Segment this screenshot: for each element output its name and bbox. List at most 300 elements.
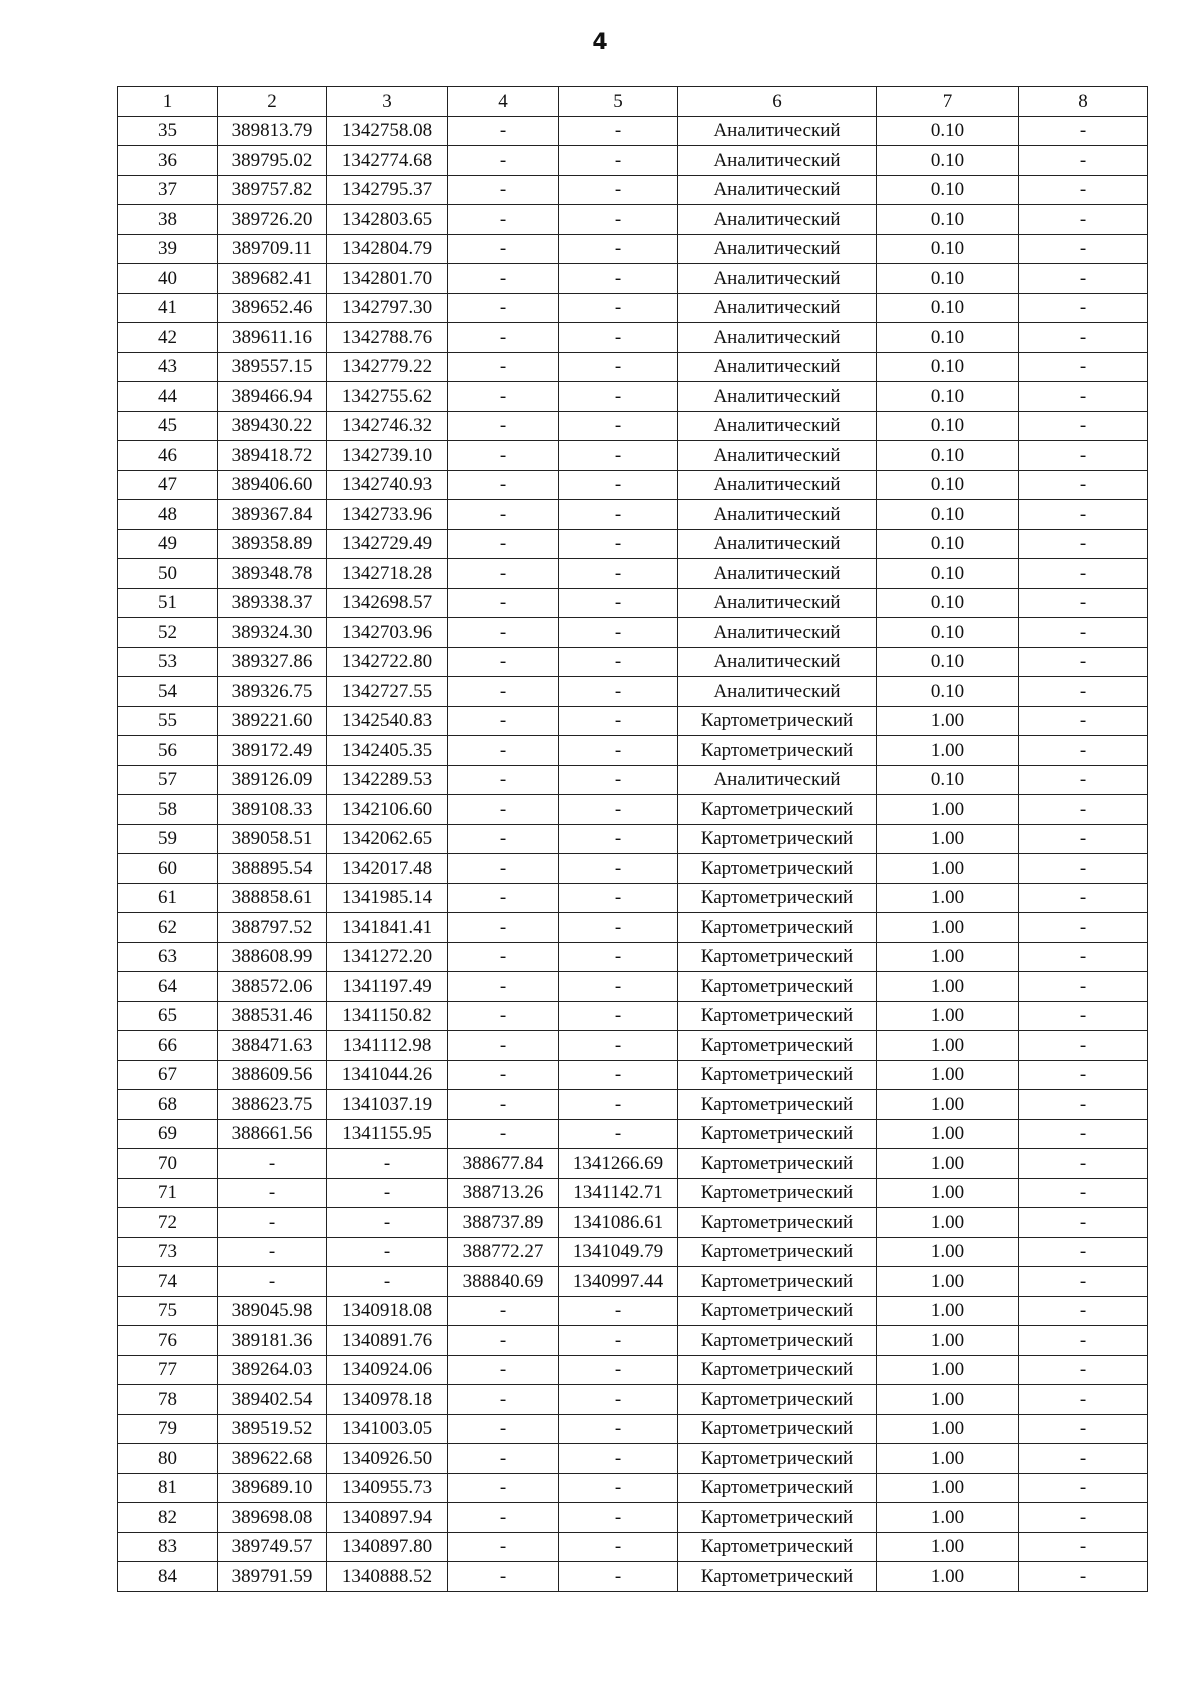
table-cell: Картометрический xyxy=(678,1562,877,1592)
table-cell: - xyxy=(1019,323,1148,353)
table-cell: 55 xyxy=(118,706,218,736)
table-cell: - xyxy=(1019,146,1148,176)
table-cell: 57 xyxy=(118,765,218,795)
table-cell: - xyxy=(448,1444,559,1474)
table-cell: 1341155.95 xyxy=(327,1119,448,1149)
table-cell: - xyxy=(448,352,559,382)
table-cell: 72 xyxy=(118,1208,218,1238)
table-cell: 1342017.48 xyxy=(327,854,448,884)
table-cell: 0.10 xyxy=(877,293,1019,323)
table-cell: Аналитический xyxy=(678,677,877,707)
table-cell: - xyxy=(448,323,559,353)
table-cell: 47 xyxy=(118,470,218,500)
table-row xyxy=(118,1208,1148,1238)
table-cell: 0.10 xyxy=(877,382,1019,412)
table-cell: - xyxy=(1019,1532,1148,1562)
table-cell: - xyxy=(559,1060,678,1090)
table-row xyxy=(118,1267,1148,1297)
table-cell: - xyxy=(1019,1414,1148,1444)
table-cell: 1342733.96 xyxy=(327,500,448,530)
table-cell: - xyxy=(448,1532,559,1562)
table-cell: 41 xyxy=(118,293,218,323)
table-cell: - xyxy=(1019,736,1148,766)
table-cell: 81 xyxy=(118,1473,218,1503)
table-cell: Аналитический xyxy=(678,647,877,677)
table-cell: Аналитический xyxy=(678,146,877,176)
table-cell: 35 xyxy=(118,116,218,146)
table-row xyxy=(118,824,1148,854)
table-cell: 44 xyxy=(118,382,218,412)
table-cell: - xyxy=(1019,824,1148,854)
table-cell: 1341272.20 xyxy=(327,942,448,972)
table-cell: Аналитический xyxy=(678,175,877,205)
table-cell: - xyxy=(448,1414,559,1444)
table-cell: - xyxy=(559,146,678,176)
column-header: 4 xyxy=(448,87,559,117)
table-cell: Аналитический xyxy=(678,116,877,146)
table-cell: 389652.46 xyxy=(218,293,327,323)
table-cell: - xyxy=(218,1237,327,1267)
table-cell: - xyxy=(448,1326,559,1356)
table-cell: 1342803.65 xyxy=(327,205,448,235)
table-cell: 77 xyxy=(118,1355,218,1385)
table-cell: - xyxy=(559,382,678,412)
table-cell: - xyxy=(448,972,559,1002)
table-cell: 1341266.69 xyxy=(559,1149,678,1179)
table-cell: - xyxy=(448,1473,559,1503)
table-cell: Картометрический xyxy=(678,1060,877,1090)
table-cell: - xyxy=(559,500,678,530)
table-row xyxy=(118,559,1148,589)
table-cell: - xyxy=(448,677,559,707)
table-cell: - xyxy=(1019,1149,1148,1179)
table-cell: 389181.36 xyxy=(218,1326,327,1356)
table-row xyxy=(118,500,1148,530)
table-cell: - xyxy=(1019,972,1148,1002)
table-cell: - xyxy=(559,1562,678,1592)
table-cell: - xyxy=(448,146,559,176)
table-cell: - xyxy=(448,1503,559,1533)
table-cell: Аналитический xyxy=(678,382,877,412)
table-cell: - xyxy=(559,116,678,146)
table-cell: 1340888.52 xyxy=(327,1562,448,1592)
table-cell: 389698.08 xyxy=(218,1503,327,1533)
table-cell: 1.00 xyxy=(877,1001,1019,1031)
table-cell: 1340978.18 xyxy=(327,1385,448,1415)
table-row xyxy=(118,1414,1148,1444)
table-cell: 53 xyxy=(118,647,218,677)
table-cell: 45 xyxy=(118,411,218,441)
table-cell: 1.00 xyxy=(877,883,1019,913)
table-cell: 389126.09 xyxy=(218,765,327,795)
table-cell: - xyxy=(327,1178,448,1208)
table-cell: Аналитический xyxy=(678,588,877,618)
table-cell: 1341086.61 xyxy=(559,1208,678,1238)
table-cell: - xyxy=(448,1562,559,1592)
table-cell: - xyxy=(559,264,678,294)
column-header: 2 xyxy=(218,87,327,117)
table-cell: 1340924.06 xyxy=(327,1355,448,1385)
table-cell: - xyxy=(1019,1355,1148,1385)
table-cell: 389327.86 xyxy=(218,647,327,677)
table-cell: - xyxy=(1019,706,1148,736)
table-cell: 388713.26 xyxy=(448,1178,559,1208)
table-row xyxy=(118,382,1148,412)
table-row xyxy=(118,1119,1148,1149)
table-cell: 83 xyxy=(118,1532,218,1562)
table-cell: Картометрический xyxy=(678,1532,877,1562)
table-cell: 1341112.98 xyxy=(327,1031,448,1061)
table-cell: - xyxy=(1019,1385,1148,1415)
table-cell: 389749.57 xyxy=(218,1532,327,1562)
table-cell: - xyxy=(559,559,678,589)
table-cell: - xyxy=(559,795,678,825)
table-cell: Картометрический xyxy=(678,1355,877,1385)
table-cell: - xyxy=(1019,795,1148,825)
table-cell: 0.10 xyxy=(877,234,1019,264)
table-row xyxy=(118,854,1148,884)
table-cell: - xyxy=(559,441,678,471)
table-cell: 70 xyxy=(118,1149,218,1179)
table-cell: - xyxy=(1019,500,1148,530)
table-cell: - xyxy=(1019,913,1148,943)
table-cell: 0.10 xyxy=(877,647,1019,677)
table-cell: 1.00 xyxy=(877,706,1019,736)
table-cell: 388608.99 xyxy=(218,942,327,972)
table-cell: - xyxy=(448,795,559,825)
table-cell: 389757.82 xyxy=(218,175,327,205)
column-header: 5 xyxy=(559,87,678,117)
table-cell: 1342540.83 xyxy=(327,706,448,736)
table-cell: - xyxy=(448,765,559,795)
table-row xyxy=(118,1326,1148,1356)
table-cell: - xyxy=(1019,234,1148,264)
table-cell: 1342703.96 xyxy=(327,618,448,648)
table-cell: - xyxy=(1019,264,1148,294)
column-header: 7 xyxy=(877,87,1019,117)
table-row xyxy=(118,1503,1148,1533)
table-cell: 1.00 xyxy=(877,942,1019,972)
table-cell: 389108.33 xyxy=(218,795,327,825)
table-cell: - xyxy=(1019,765,1148,795)
table-cell: 1.00 xyxy=(877,1208,1019,1238)
table-cell: - xyxy=(448,411,559,441)
table-cell: 1342740.93 xyxy=(327,470,448,500)
table-cell: 388623.75 xyxy=(218,1090,327,1120)
table-cell: - xyxy=(1019,883,1148,913)
table-cell: 37 xyxy=(118,175,218,205)
table-cell: 389689.10 xyxy=(218,1473,327,1503)
table-cell: 42 xyxy=(118,323,218,353)
table-cell: Картометрический xyxy=(678,913,877,943)
table-cell: - xyxy=(559,1031,678,1061)
table-cell: - xyxy=(448,883,559,913)
table-cell: 0.10 xyxy=(877,500,1019,530)
table-cell: 58 xyxy=(118,795,218,825)
table-cell: - xyxy=(1019,529,1148,559)
table-cell: - xyxy=(1019,1267,1148,1297)
table-cell: 0.10 xyxy=(877,264,1019,294)
table-cell: Картометрический xyxy=(678,824,877,854)
table-cell: 1342797.30 xyxy=(327,293,448,323)
table-cell: - xyxy=(1019,588,1148,618)
table-cell: 388661.56 xyxy=(218,1119,327,1149)
table-cell: 389367.84 xyxy=(218,500,327,530)
table-row xyxy=(118,1237,1148,1267)
table-cell: - xyxy=(448,913,559,943)
table-cell: 1342106.60 xyxy=(327,795,448,825)
table-row xyxy=(118,942,1148,972)
table-cell: 389402.54 xyxy=(218,1385,327,1415)
table-cell: - xyxy=(448,1355,559,1385)
table-cell: 68 xyxy=(118,1090,218,1120)
column-header: 3 xyxy=(327,87,448,117)
table-cell: 1342722.80 xyxy=(327,647,448,677)
table-cell: 1.00 xyxy=(877,1562,1019,1592)
table-cell: 1342289.53 xyxy=(327,765,448,795)
table-cell: 1.00 xyxy=(877,913,1019,943)
table-cell: - xyxy=(559,618,678,648)
table-cell: 36 xyxy=(118,146,218,176)
table-cell: 389682.41 xyxy=(218,264,327,294)
table-cell: - xyxy=(1019,1001,1148,1031)
table-cell: - xyxy=(448,234,559,264)
table-cell: - xyxy=(1019,942,1148,972)
table-cell: 78 xyxy=(118,1385,218,1415)
table-cell: - xyxy=(448,293,559,323)
table-row xyxy=(118,1385,1148,1415)
table-cell: 389264.03 xyxy=(218,1355,327,1385)
table-cell: 388531.46 xyxy=(218,1001,327,1031)
table-cell: - xyxy=(218,1178,327,1208)
table-cell: - xyxy=(1019,441,1148,471)
table-cell: 388858.61 xyxy=(218,883,327,913)
table-cell: 389418.72 xyxy=(218,441,327,471)
table-cell: Аналитический xyxy=(678,323,877,353)
table-cell: Картометрический xyxy=(678,1178,877,1208)
table-cell: 52 xyxy=(118,618,218,648)
table-row xyxy=(118,1149,1148,1179)
table-cell: - xyxy=(1019,1503,1148,1533)
table-cell: 1341985.14 xyxy=(327,883,448,913)
table-cell: - xyxy=(1019,677,1148,707)
table-cell: 1341037.19 xyxy=(327,1090,448,1120)
table-cell: - xyxy=(1019,1562,1148,1592)
table-cell: 0.10 xyxy=(877,352,1019,382)
table-cell: 71 xyxy=(118,1178,218,1208)
table-cell: Картометрический xyxy=(678,1001,877,1031)
table-cell: - xyxy=(448,942,559,972)
table-cell: Аналитический xyxy=(678,352,877,382)
table-cell: 389557.15 xyxy=(218,352,327,382)
table-cell: 1340897.80 xyxy=(327,1532,448,1562)
table-cell: - xyxy=(559,824,678,854)
table-row xyxy=(118,116,1148,146)
table-cell: - xyxy=(559,205,678,235)
table-cell: 1.00 xyxy=(877,1385,1019,1415)
table-cell: 389430.22 xyxy=(218,411,327,441)
table-cell: Картометрический xyxy=(678,1090,877,1120)
table-cell: 1342758.08 xyxy=(327,116,448,146)
table-cell: 388677.84 xyxy=(448,1149,559,1179)
table-cell: 389406.60 xyxy=(218,470,327,500)
table-cell: 389348.78 xyxy=(218,559,327,589)
table-cell: - xyxy=(448,854,559,884)
table-cell: 1341142.71 xyxy=(559,1178,678,1208)
table-cell: - xyxy=(559,175,678,205)
table-cell: 388471.63 xyxy=(218,1031,327,1061)
table-cell: - xyxy=(559,1001,678,1031)
table-cell: 389045.98 xyxy=(218,1296,327,1326)
table-cell: 1.00 xyxy=(877,1178,1019,1208)
table-cell: 59 xyxy=(118,824,218,854)
table-cell: 69 xyxy=(118,1119,218,1149)
table-cell: - xyxy=(448,1001,559,1031)
table-cell: - xyxy=(1019,1178,1148,1208)
table-row xyxy=(118,1178,1148,1208)
table-cell: 389795.02 xyxy=(218,146,327,176)
table-row xyxy=(118,1296,1148,1326)
table-cell: 82 xyxy=(118,1503,218,1533)
table-cell: - xyxy=(1019,382,1148,412)
table-cell: - xyxy=(559,1355,678,1385)
table-row xyxy=(118,1532,1148,1562)
table-cell: 388895.54 xyxy=(218,854,327,884)
table-cell: Картометрический xyxy=(678,1031,877,1061)
table-cell: Картометрический xyxy=(678,1208,877,1238)
table-cell: 388737.89 xyxy=(448,1208,559,1238)
table-cell: 389358.89 xyxy=(218,529,327,559)
table-cell: 1341197.49 xyxy=(327,972,448,1002)
table-row xyxy=(118,323,1148,353)
table-cell: 1.00 xyxy=(877,1031,1019,1061)
table-cell: - xyxy=(448,264,559,294)
table-cell: - xyxy=(448,1119,559,1149)
table-cell: - xyxy=(448,1385,559,1415)
table-cell: - xyxy=(448,1296,559,1326)
table-row xyxy=(118,470,1148,500)
table-cell: 1342718.28 xyxy=(327,559,448,589)
table-cell: - xyxy=(448,470,559,500)
table-cell: 1.00 xyxy=(877,972,1019,1002)
table-cell: - xyxy=(559,706,678,736)
table-cell: 40 xyxy=(118,264,218,294)
table-cell: - xyxy=(218,1149,327,1179)
table-cell: 1340926.50 xyxy=(327,1444,448,1474)
table-cell: 1.00 xyxy=(877,1267,1019,1297)
table-row xyxy=(118,352,1148,382)
table-cell: - xyxy=(559,1532,678,1562)
table-cell: 1.00 xyxy=(877,1355,1019,1385)
table-cell: 1341150.82 xyxy=(327,1001,448,1031)
table-cell: 389466.94 xyxy=(218,382,327,412)
table-cell: - xyxy=(1019,1444,1148,1474)
table-row xyxy=(118,293,1148,323)
table-row xyxy=(118,234,1148,264)
table-cell: Аналитический xyxy=(678,765,877,795)
column-header: 1 xyxy=(118,87,218,117)
column-header: 8 xyxy=(1019,87,1148,117)
table-cell: Аналитический xyxy=(678,205,877,235)
table-cell: - xyxy=(1019,1119,1148,1149)
table-cell: 1342698.57 xyxy=(327,588,448,618)
table-cell: - xyxy=(559,1119,678,1149)
table-cell: - xyxy=(559,234,678,264)
table-cell: 1.00 xyxy=(877,1326,1019,1356)
table-cell: - xyxy=(448,205,559,235)
table-row xyxy=(118,1001,1148,1031)
table-cell: - xyxy=(559,352,678,382)
table-cell: 388609.56 xyxy=(218,1060,327,1090)
table-cell: 1342795.37 xyxy=(327,175,448,205)
table-row xyxy=(118,1444,1148,1474)
table-cell: 1.00 xyxy=(877,1532,1019,1562)
table-cell: Картометрический xyxy=(678,1414,877,1444)
table-cell: 389326.75 xyxy=(218,677,327,707)
table-cell: Картометрический xyxy=(678,1296,877,1326)
table-cell: - xyxy=(1019,1296,1148,1326)
table-cell: Аналитический xyxy=(678,264,877,294)
table-cell: 1342804.79 xyxy=(327,234,448,264)
table-cell: 389519.52 xyxy=(218,1414,327,1444)
table-cell: 1.00 xyxy=(877,1119,1019,1149)
table-cell: 389622.68 xyxy=(218,1444,327,1474)
table-cell: 1.00 xyxy=(877,1444,1019,1474)
table-cell: - xyxy=(1019,470,1148,500)
table-cell: - xyxy=(559,588,678,618)
table-cell: - xyxy=(559,1296,678,1326)
table-cell: Аналитический xyxy=(678,529,877,559)
table-cell: - xyxy=(1019,411,1148,441)
table-cell: - xyxy=(1019,1060,1148,1090)
table-cell: - xyxy=(1019,1326,1148,1356)
table-cell: 389813.79 xyxy=(218,116,327,146)
table-cell: 0.10 xyxy=(877,116,1019,146)
table-cell: 1342788.76 xyxy=(327,323,448,353)
table-row xyxy=(118,1473,1148,1503)
table-row xyxy=(118,765,1148,795)
table-cell: 1.00 xyxy=(877,1503,1019,1533)
column-header: 6 xyxy=(678,87,877,117)
table-cell: 389172.49 xyxy=(218,736,327,766)
table-cell: - xyxy=(559,470,678,500)
table-cell: - xyxy=(448,1090,559,1120)
table-cell: - xyxy=(448,824,559,854)
table-cell: 388840.69 xyxy=(448,1267,559,1297)
table-cell: - xyxy=(559,736,678,766)
table-cell: 50 xyxy=(118,559,218,589)
table-cell: 388797.52 xyxy=(218,913,327,943)
table-cell: - xyxy=(559,1473,678,1503)
table-cell: 64 xyxy=(118,972,218,1002)
table-cell: - xyxy=(559,883,678,913)
table-cell: 389611.16 xyxy=(218,323,327,353)
table-cell: 1.00 xyxy=(877,1414,1019,1444)
table-body xyxy=(118,116,1148,1591)
table-cell: - xyxy=(448,441,559,471)
table-cell: 1.00 xyxy=(877,854,1019,884)
table-cell: - xyxy=(448,1060,559,1090)
table-cell: Аналитический xyxy=(678,559,877,589)
table-row xyxy=(118,146,1148,176)
table-cell: 65 xyxy=(118,1001,218,1031)
table-cell: - xyxy=(448,588,559,618)
table-cell: 1.00 xyxy=(877,736,1019,766)
table-cell: 1.00 xyxy=(877,1060,1019,1090)
table-row xyxy=(118,1355,1148,1385)
table-cell: 389221.60 xyxy=(218,706,327,736)
table-cell: - xyxy=(448,529,559,559)
